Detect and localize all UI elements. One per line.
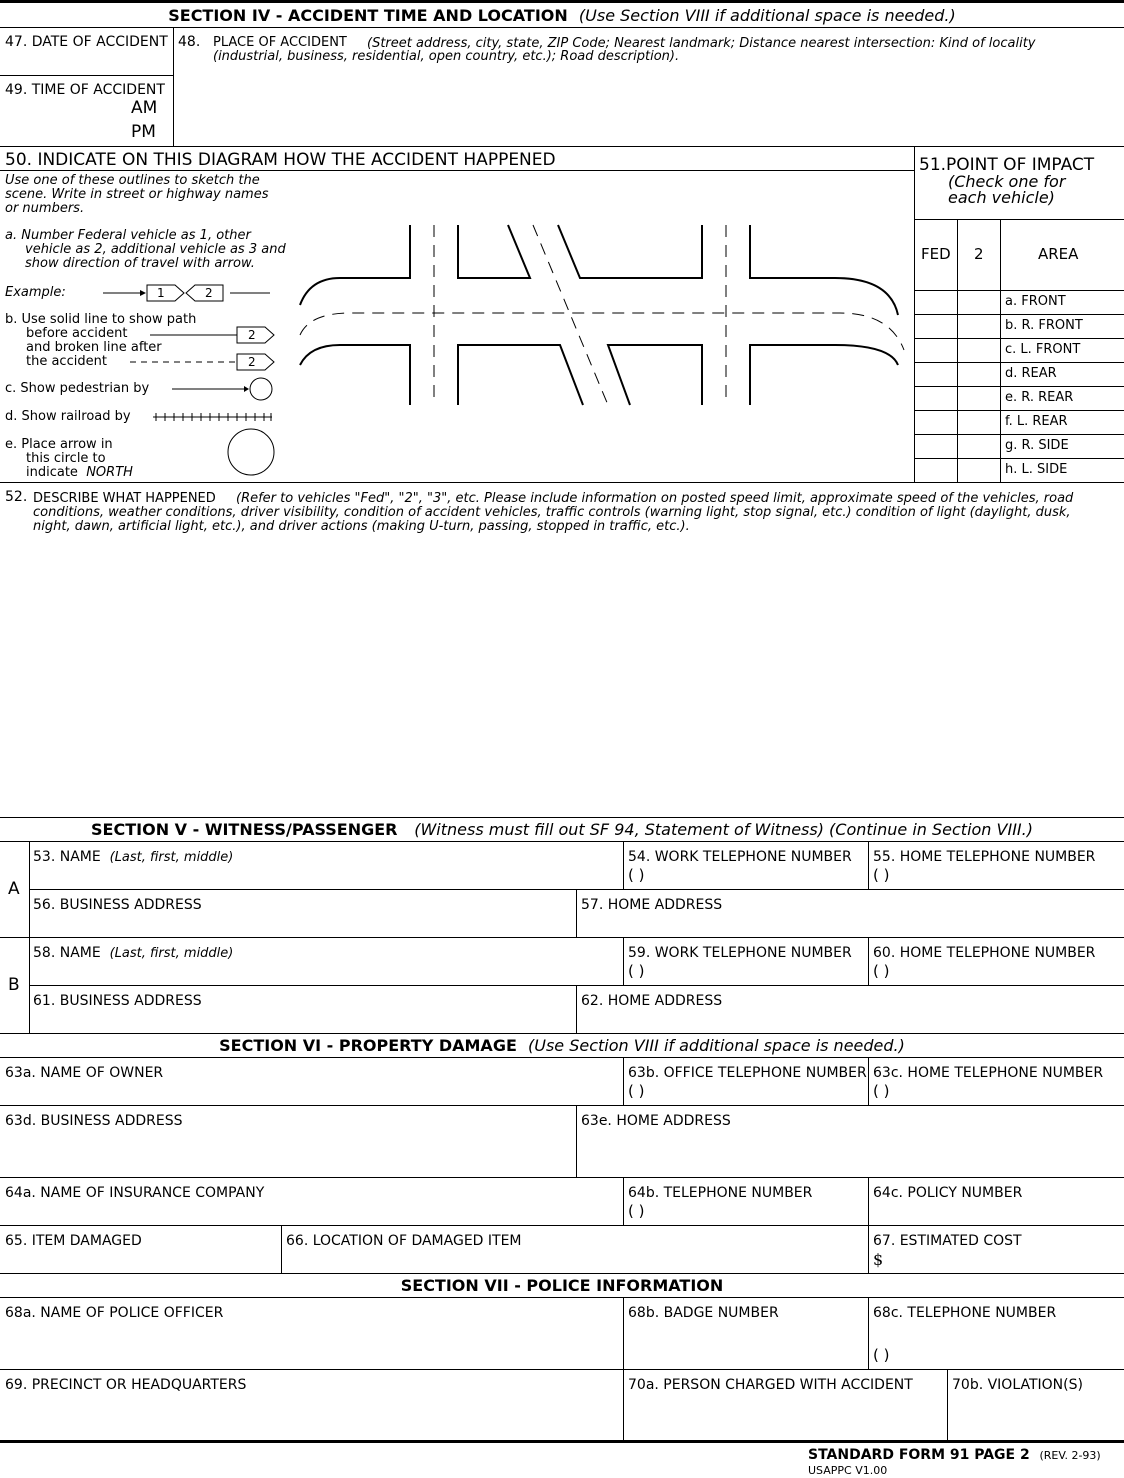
- section-iv-note: (Use Section VIII if additional space is needed.): [578, 6, 956, 25]
- owner-home-address-label: 63e. HOME ADDRESS: [581, 1113, 731, 1129]
- badge-number-label: 68b. BADGE NUMBER: [628, 1305, 779, 1321]
- impact-vehicle2-checkbox[interactable]: [958, 459, 1000, 482]
- instruction-e-1: e. Place arrow in: [5, 437, 113, 452]
- police-phone-label: 68c. TELEPHONE NUMBER: [873, 1305, 1057, 1321]
- diagram-intro-1: Use one of these outlines to sketch the: [5, 173, 260, 188]
- witness-a-business-address-label: 56. BUSINESS ADDRESS: [33, 897, 202, 913]
- impact-fed-checkbox[interactable]: [915, 363, 957, 386]
- section-vi-heading: SECTION VI - PROPERTY DAMAGE: [219, 1036, 517, 1055]
- instruction-a-2: vehicle as 2, additional vehicle as 3 and: [25, 242, 286, 257]
- solid-path-label: 2: [248, 328, 256, 342]
- insurance-phone-field[interactable]: ( ): [628, 1202, 645, 1220]
- impact-vehicle2-checkbox[interactable]: [958, 291, 1000, 314]
- instruction-d: d. Show railroad by: [5, 409, 131, 424]
- example-vehicle-1: [147, 285, 184, 301]
- precinct-label: 69. PRECINCT OR HEADQUARTERS: [5, 1377, 247, 1393]
- road-outline-diagram[interactable]: [290, 215, 910, 410]
- section-vii-title: SECTION VII - POLICE INFORMATION: [400, 1276, 724, 1295]
- impact-area-label: g. R. SIDE: [1005, 438, 1069, 453]
- point-of-impact-label: 51.POINT OF IMPACT: [919, 155, 1095, 175]
- witness-a-home-address-field[interactable]: [577, 913, 1124, 937]
- point-of-impact-sub-2: each vehicle): [948, 188, 1055, 207]
- item-damaged-label: 65. ITEM DAMAGED: [5, 1233, 142, 1249]
- col-area: AREA: [1038, 245, 1079, 263]
- police-officer-label: 68a. NAME OF POLICE OFFICER: [5, 1305, 224, 1321]
- violations-field[interactable]: [948, 1394, 1124, 1441]
- witness-a-name-field[interactable]: [30, 866, 623, 889]
- section-v-note: (Witness must fill out SF 94, Statement of Witness) (Continue in Section VIII.): [414, 820, 1033, 839]
- describe-note-2: conditions, weather conditions, driver visibility, condition of accident vehicles, traffic controls (warning light, stop signal, etc.) condition of light (daylight, dusk,: [33, 505, 1071, 520]
- witness-a-home-phone-label: 55. HOME TELEPHONE NUMBER: [873, 849, 1096, 865]
- impact-fed-checkbox[interactable]: [915, 459, 957, 482]
- impact-vehicle2-checkbox[interactable]: [958, 315, 1000, 338]
- owner-home-phone-field[interactable]: ( ): [873, 1082, 890, 1100]
- section-v-title: [0, 820, 1124, 840]
- witness-b-business-address-label: 61. BUSINESS ADDRESS: [33, 993, 202, 1009]
- form-number: [808, 1447, 1101, 1464]
- insurance-phone-label: 64b. TELEPHONE NUMBER: [628, 1185, 813, 1201]
- estimated-cost-label: 67. ESTIMATED COST: [873, 1233, 1022, 1249]
- owner-business-address-label: 63d. BUSINESS ADDRESS: [5, 1113, 183, 1129]
- instruction-c: c. Show pedestrian by: [5, 381, 150, 396]
- instruction-a-1: a. Number Federal vehicle as 1, other: [5, 228, 251, 243]
- form-name: STANDARD FORM 91 PAGE 2: [808, 1447, 1030, 1463]
- insurance-company-field[interactable]: [0, 1202, 623, 1225]
- date-of-accident-label: 47. DATE OF ACCIDENT: [5, 34, 168, 50]
- describe-field[interactable]: [0, 536, 1124, 816]
- describe-num: 52.: [5, 489, 28, 505]
- damaged-location-label: 66. LOCATION OF DAMAGED ITEM: [286, 1233, 522, 1249]
- police-phone-field[interactable]: ( ): [873, 1346, 890, 1364]
- witness-b-name-label: [33, 945, 233, 962]
- f58-text: 58. NAME: [33, 945, 101, 961]
- impact-vehicle2-checkbox[interactable]: [958, 339, 1000, 362]
- witness-b-home-phone-field[interactable]: ( ): [873, 962, 890, 980]
- witness-b-name-field[interactable]: [30, 962, 623, 985]
- police-officer-field[interactable]: [0, 1322, 623, 1369]
- place-of-accident-num: 48.: [178, 34, 201, 50]
- am-option[interactable]: AM: [131, 98, 158, 118]
- place-of-accident-note-1: (Street address, city, state, ZIP Code; Nearest landmark; Distance nearest intersection: Kind of locality: [367, 36, 1036, 51]
- describe-note-1: (Refer to vehicles "Fed", "2", "3", etc. Please include information on posted speed limit, approximate speed of the vehicles, road: [236, 491, 1074, 506]
- col-vehicle-2: 2: [974, 245, 984, 263]
- instruction-e-2: this circle to: [26, 451, 106, 466]
- impact-vehicle2-checkbox[interactable]: [958, 387, 1000, 410]
- impact-area-label: f. L. REAR: [1005, 414, 1068, 429]
- estimated-cost-field[interactable]: $: [873, 1250, 884, 1269]
- impact-area-label: c. L. FRONT: [1005, 342, 1081, 357]
- f53-text: 53. NAME: [33, 849, 101, 865]
- place-of-accident-label: PLACE OF ACCIDENT: [213, 35, 347, 50]
- witness-b-marker: B: [8, 975, 20, 995]
- pm-option[interactable]: PM: [131, 122, 156, 142]
- impact-fed-checkbox[interactable]: [915, 291, 957, 314]
- instruction-e-3-text: indicate: [26, 465, 78, 480]
- person-charged-field[interactable]: [624, 1394, 947, 1441]
- witness-a-home-phone-field[interactable]: ( ): [873, 866, 890, 884]
- owner-home-address-field[interactable]: [577, 1130, 1124, 1177]
- diagram-intro-2: scene. Write in street or highway names: [5, 187, 269, 202]
- instruction-a-3: show direction of travel with arrow.: [25, 256, 255, 271]
- diagram-label: 50. INDICATE ON THIS DIAGRAM HOW THE ACCIDENT HAPPENED: [5, 150, 556, 170]
- impact-area-label: d. REAR: [1005, 366, 1057, 381]
- impact-vehicle2-checkbox[interactable]: [958, 363, 1000, 386]
- section-vi-note: (Use Section VIII if additional space is needed.): [528, 1036, 905, 1055]
- f53-note: (Last, first, middle): [109, 850, 234, 865]
- section-v-heading: SECTION V - WITNESS/PASSENGER: [91, 820, 398, 839]
- instruction-b-4: the accident: [26, 354, 107, 369]
- violations-label: 70b. VIOLATION(S): [952, 1377, 1083, 1393]
- witness-b-home-phone-label: 60. HOME TELEPHONE NUMBER: [873, 945, 1096, 961]
- owner-name-label: 63a. NAME OF OWNER: [5, 1065, 164, 1081]
- section-vi-title: [0, 1036, 1124, 1056]
- witness-b-home-address-label: 62. HOME ADDRESS: [581, 993, 723, 1009]
- instruction-b-3: and broken line after: [26, 340, 162, 355]
- instruction-b-2: before accident: [26, 326, 128, 341]
- railroad-symbol: [153, 413, 272, 421]
- describe-label: DESCRIBE WHAT HAPPENED: [33, 491, 216, 506]
- impact-fed-checkbox[interactable]: [915, 339, 957, 362]
- example-vehicle-1-label: 1: [157, 286, 165, 300]
- policy-number-field[interactable]: [869, 1202, 1124, 1225]
- impact-area-label: h. L. SIDE: [1005, 462, 1068, 477]
- usappc-label: USAPPC V1.00: [808, 1464, 888, 1477]
- impact-vehicle2-checkbox[interactable]: [958, 411, 1000, 434]
- impact-area-label: e. R. REAR: [1005, 390, 1074, 405]
- witness-a-marker: A: [8, 879, 20, 899]
- pedestrian-symbol: [250, 378, 272, 400]
- witness-a-business-address-field[interactable]: [30, 913, 576, 937]
- witness-b-work-phone-field[interactable]: ( ): [628, 962, 645, 980]
- section-iv-heading: SECTION IV - ACCIDENT TIME AND LOCATION: [168, 6, 568, 25]
- f58-note: (Last, first, middle): [109, 946, 234, 961]
- col-fed: FED: [921, 245, 951, 263]
- impact-fed-checkbox[interactable]: [915, 315, 957, 338]
- point-of-impact-sub-1: (Check one for: [948, 172, 1066, 191]
- witness-b-business-address-field[interactable]: [30, 1009, 576, 1033]
- witness-a-name-label: [33, 849, 233, 866]
- example-vehicle-2-label: 2: [205, 286, 213, 300]
- damaged-location-field[interactable]: [282, 1250, 868, 1273]
- impact-fed-checkbox[interactable]: [915, 435, 957, 458]
- witness-a-work-phone-label: 54. WORK TELEPHONE NUMBER: [628, 849, 852, 865]
- policy-number-label: 64c. POLICY NUMBER: [873, 1185, 1023, 1201]
- person-charged-label: 70a. PERSON CHARGED WITH ACCIDENT: [628, 1377, 913, 1393]
- witness-a-home-address-label: 57. HOME ADDRESS: [581, 897, 723, 913]
- witness-b-work-phone-label: 59. WORK TELEPHONE NUMBER: [628, 945, 852, 961]
- form-revision: (REV. 2-93): [1039, 1449, 1101, 1462]
- witness-b-home-address-field[interactable]: [577, 1009, 1124, 1033]
- impact-area-label: b. R. FRONT: [1005, 318, 1083, 333]
- insurance-company-label: 64a. NAME OF INSURANCE COMPANY: [5, 1185, 265, 1201]
- owner-office-phone-field[interactable]: ( ): [628, 1082, 645, 1100]
- place-of-accident-field[interactable]: [174, 66, 1124, 146]
- item-damaged-field[interactable]: [0, 1250, 281, 1273]
- place-of-accident-note-2: (industrial, business, residential, open country, etc.); Road description).: [213, 49, 680, 64]
- precinct-field[interactable]: [0, 1394, 623, 1441]
- owner-business-address-field[interactable]: [0, 1130, 576, 1177]
- impact-fed-checkbox[interactable]: [915, 411, 957, 434]
- impact-vehicle2-checkbox[interactable]: [958, 435, 1000, 458]
- legend-graphics: [0, 170, 300, 482]
- owner-name-field[interactable]: [0, 1082, 623, 1105]
- broken-path-label: 2: [248, 355, 256, 369]
- instruction-b-1: b. Use solid line to show path: [5, 312, 197, 327]
- describe-note-3: night, dawn, artificial light, etc.), and driver actions (making U-turn, passing, stopped in traffic, etc.).: [33, 519, 690, 534]
- diagram-intro-3: or numbers.: [5, 201, 85, 216]
- time-of-accident-label: 49. TIME OF ACCIDENT: [5, 82, 165, 98]
- example-label: Example:: [5, 285, 66, 300]
- impact-fed-checkbox[interactable]: [915, 387, 957, 410]
- owner-office-phone-label: 63b. OFFICE TELEPHONE NUMBER: [628, 1065, 867, 1081]
- section-iv-title: [0, 6, 1124, 26]
- witness-a-work-phone-field[interactable]: ( ): [628, 866, 645, 884]
- north-circle[interactable]: [228, 429, 274, 475]
- north-label: NORTH: [86, 465, 133, 480]
- impact-area-label: a. FRONT: [1005, 294, 1066, 309]
- badge-number-field[interactable]: [624, 1322, 868, 1369]
- owner-home-phone-label: 63c. HOME TELEPHONE NUMBER: [873, 1065, 1104, 1081]
- date-of-accident-field[interactable]: [0, 50, 173, 75]
